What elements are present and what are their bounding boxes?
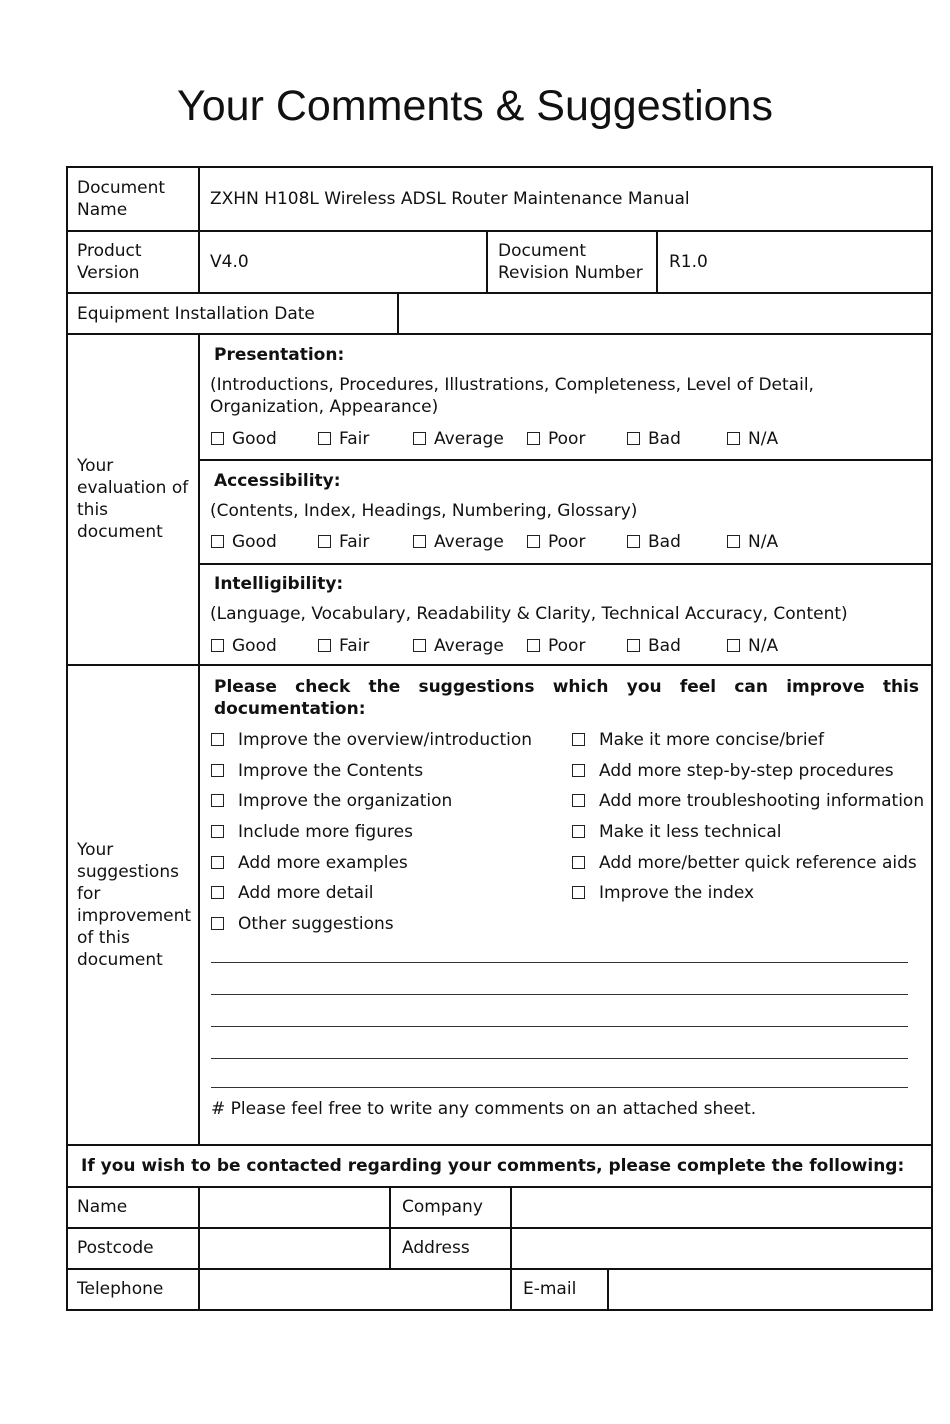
checkbox[interactable] (211, 825, 224, 838)
checkbox[interactable] (572, 856, 585, 869)
rating-na-option[interactable]: N/A (727, 531, 778, 553)
suggestion-item[interactable]: Add more examples (211, 852, 408, 874)
accessibility-heading: Accessibility: (214, 471, 341, 491)
checkbox[interactable] (318, 535, 331, 548)
comment-line[interactable] (211, 1026, 908, 1027)
checkbox[interactable] (727, 535, 740, 548)
presentation-rating (211, 428, 811, 450)
suggestions-heading: Please check the suggestions which you feel can improve this documentation: (214, 677, 919, 719)
email-field[interactable] (618, 1278, 918, 1300)
comment-line[interactable] (211, 994, 908, 995)
checkbox[interactable] (211, 794, 224, 807)
checkbox[interactable] (572, 764, 585, 777)
accessibility-desc: (Contents, Index, Headings, Numbering, Glossary) (210, 501, 638, 521)
rating-poor-option[interactable]: Poor (527, 635, 585, 657)
checkbox[interactable] (211, 764, 224, 777)
presentation-desc: (Introductions, Procedures, Illustrations, Completeness, Level of Detail, Organization, Appearance) (210, 375, 814, 417)
suggestion-item[interactable]: Include more figures (211, 821, 413, 843)
intelligibility-rating (211, 635, 811, 657)
checkbox[interactable] (527, 639, 540, 652)
rating-good-option[interactable]: Good (211, 635, 277, 657)
checkbox[interactable] (527, 432, 540, 445)
rating-na-option[interactable]: N/A (727, 428, 778, 450)
checkbox[interactable] (211, 432, 224, 445)
rating-poor-option[interactable]: Poor (527, 531, 585, 553)
evaluation-label: Your evaluation of this document (77, 456, 189, 542)
suggestion-item[interactable]: Add more/better quick reference aids (572, 852, 917, 874)
telephone-label: Telephone (77, 1279, 164, 1299)
suggestion-item[interactable]: Improve the index (572, 882, 754, 904)
suggestion-item[interactable]: Add more step-by-step procedures (572, 760, 894, 782)
checkbox[interactable] (318, 639, 331, 652)
checkbox[interactable] (572, 886, 585, 899)
rating-fair-option[interactable]: Fair (318, 531, 369, 553)
checkbox[interactable] (211, 733, 224, 746)
checkbox[interactable] (727, 639, 740, 652)
suggestion-item[interactable]: Add more detail (211, 882, 374, 904)
checkbox[interactable] (211, 886, 224, 899)
checkbox[interactable] (572, 825, 585, 838)
rating-average-option[interactable]: Average (413, 635, 504, 657)
rating-na-option[interactable]: N/A (727, 635, 778, 657)
company-label: Company (402, 1197, 483, 1217)
suggestion-item[interactable]: Add more troubleshooting information (572, 790, 924, 812)
presentation-heading: Presentation: (214, 345, 345, 365)
suggestion-item[interactable]: Improve the organization (211, 790, 452, 812)
checkbox[interactable] (413, 639, 426, 652)
revision-label: Document Revision Number (498, 241, 643, 283)
install-date-label: Equipment Installation Date (77, 304, 315, 324)
rating-bad-option[interactable]: Bad (627, 531, 681, 553)
checkbox[interactable] (318, 432, 331, 445)
checkbox[interactable] (211, 535, 224, 548)
intelligibility-desc: (Language, Vocabulary, Readability & Clarity, Technical Accuracy, Content) (210, 604, 848, 624)
rating-poor-option[interactable]: Poor (527, 428, 585, 450)
checkbox[interactable] (413, 432, 426, 445)
suggestion-item[interactable]: Make it more concise/brief (572, 729, 824, 751)
checkbox[interactable] (572, 794, 585, 807)
document-name-value: ZXHN H108L Wireless ADSL Router Maintenance Manual (210, 189, 690, 209)
company-field[interactable] (521, 1196, 921, 1218)
rating-average-option[interactable]: Average (413, 428, 504, 450)
product-version-value: V4.0 (210, 252, 249, 272)
suggestion-item[interactable]: Improve the Contents (211, 760, 423, 782)
document-name-label: Document Name (77, 178, 166, 220)
rating-fair-option[interactable]: Fair (318, 635, 369, 657)
intelligibility-heading: Intelligibility: (214, 574, 344, 594)
comments-note: # Please feel free to write any comments on an attached sheet. (211, 1099, 757, 1119)
address-field[interactable] (521, 1237, 921, 1259)
product-version-label: Product Version (77, 241, 142, 283)
checkbox[interactable] (627, 639, 640, 652)
checkbox[interactable] (211, 917, 224, 930)
telephone-field[interactable] (209, 1278, 499, 1300)
comments-form (66, 166, 933, 1311)
suggestions-label: Your suggestions for improvement of this document (77, 840, 192, 970)
accessibility-rating (211, 531, 811, 553)
suggestion-item[interactable]: Improve the overview/introduction (211, 729, 532, 751)
revision-value: R1.0 (669, 252, 708, 272)
rating-good-option[interactable]: Good (211, 428, 277, 450)
checkbox[interactable] (572, 733, 585, 746)
comment-line[interactable] (211, 1087, 908, 1088)
checkbox[interactable] (727, 432, 740, 445)
checkbox[interactable] (211, 639, 224, 652)
suggestion-item[interactable]: Make it less technical (572, 821, 782, 843)
rating-good-option[interactable]: Good (211, 531, 277, 553)
rating-bad-option[interactable]: Bad (627, 428, 681, 450)
postcode-label: Postcode (77, 1238, 154, 1258)
rating-bad-option[interactable]: Bad (627, 635, 681, 657)
suggestion-item[interactable]: Other suggestions (211, 913, 394, 935)
install-date-field[interactable] (408, 303, 918, 325)
name-field[interactable] (209, 1196, 379, 1218)
checkbox[interactable] (627, 535, 640, 548)
page-title: Your Comments & Suggestions (177, 82, 773, 130)
checkbox[interactable] (527, 535, 540, 548)
rating-average-option[interactable]: Average (413, 531, 504, 553)
checkbox[interactable] (627, 432, 640, 445)
checkbox[interactable] (211, 856, 224, 869)
contact-heading: If you wish to be contacted regarding your comments, please complete the following: (81, 1156, 905, 1176)
name-label: Name (77, 1197, 128, 1217)
checkbox[interactable] (413, 535, 426, 548)
address-label: Address (402, 1238, 470, 1258)
email-label: E-mail (523, 1279, 577, 1299)
comment-line[interactable] (211, 1058, 908, 1059)
rating-fair-option[interactable]: Fair (318, 428, 369, 450)
postcode-field[interactable] (209, 1237, 379, 1259)
comment-line[interactable] (211, 962, 908, 963)
